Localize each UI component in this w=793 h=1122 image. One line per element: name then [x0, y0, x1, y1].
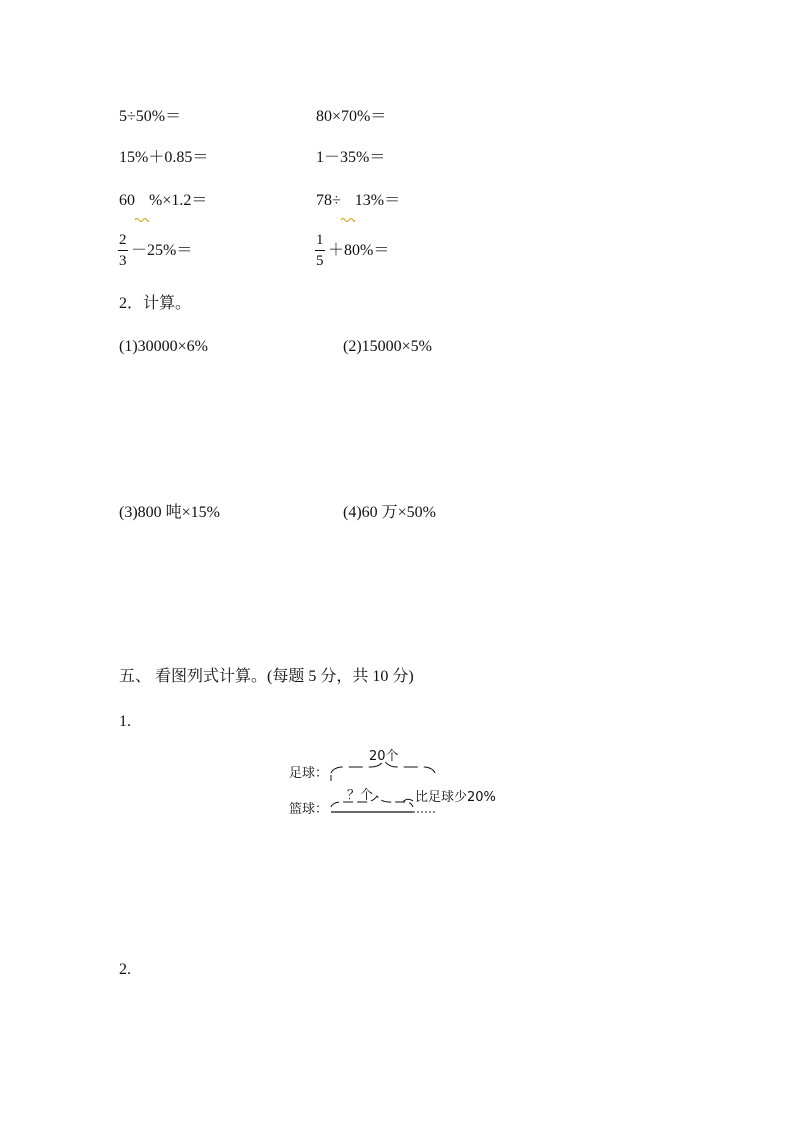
calc-q1: (1)30000×6% — [119, 338, 209, 355]
section5-heading: 五、 看图列式计算。(每题 5 分，共 10 分) — [119, 668, 414, 685]
fraction-bar — [118, 250, 128, 251]
oral-r1-left: 5÷50%＝ — [119, 108, 182, 125]
fraction-one-fifth — [315, 233, 325, 269]
oral-r3-right-b: 13%＝ — [354, 192, 401, 209]
oral-r3-left-a: 60 — [119, 192, 135, 209]
fraction-denominator: 3 — [119, 253, 127, 269]
oral-r2-left: 15%＋0.85＝ — [119, 149, 209, 166]
oral-r4-right-rest: ＋80%＝ — [328, 242, 390, 259]
calc-q4: (4)60 万×50% — [343, 504, 437, 521]
oral-r3-left — [119, 193, 207, 209]
oral-r1-right: 80×70%＝ — [316, 108, 387, 125]
fraction-numerator: 2 — [119, 232, 127, 248]
calc-q2: (2)15000×5% — [343, 338, 433, 355]
oral-r4-left-rest: －25%＝ — [131, 242, 193, 259]
oral-r3-right — [316, 193, 400, 209]
oral-r3-right-a: 78÷ — [316, 192, 341, 209]
fraction-denominator: 5 — [316, 253, 324, 269]
fraction-two-thirds — [118, 233, 128, 269]
section2-heading: 2．计算。 — [119, 295, 192, 312]
basketball-label: 篮球： — [289, 802, 329, 817]
calc-q3: (3)800 吨×15% — [119, 504, 221, 521]
top-count-label: 20个 — [369, 749, 399, 764]
line-segment-diagram — [285, 745, 525, 825]
fraction-numerator: 1 — [316, 232, 324, 248]
oral-r2-right: 1－35%＝ — [316, 149, 386, 166]
section5-item1: 1. — [119, 713, 131, 730]
fraction-bar — [315, 250, 325, 251]
difference-note: 比足球少20% — [415, 790, 496, 805]
bottom-count-label: ？个 — [347, 788, 374, 803]
football-label: 足球： — [289, 766, 329, 781]
oral-r3-left-b: %×1.2＝ — [149, 192, 208, 209]
section5-item2: 2. — [119, 961, 131, 978]
